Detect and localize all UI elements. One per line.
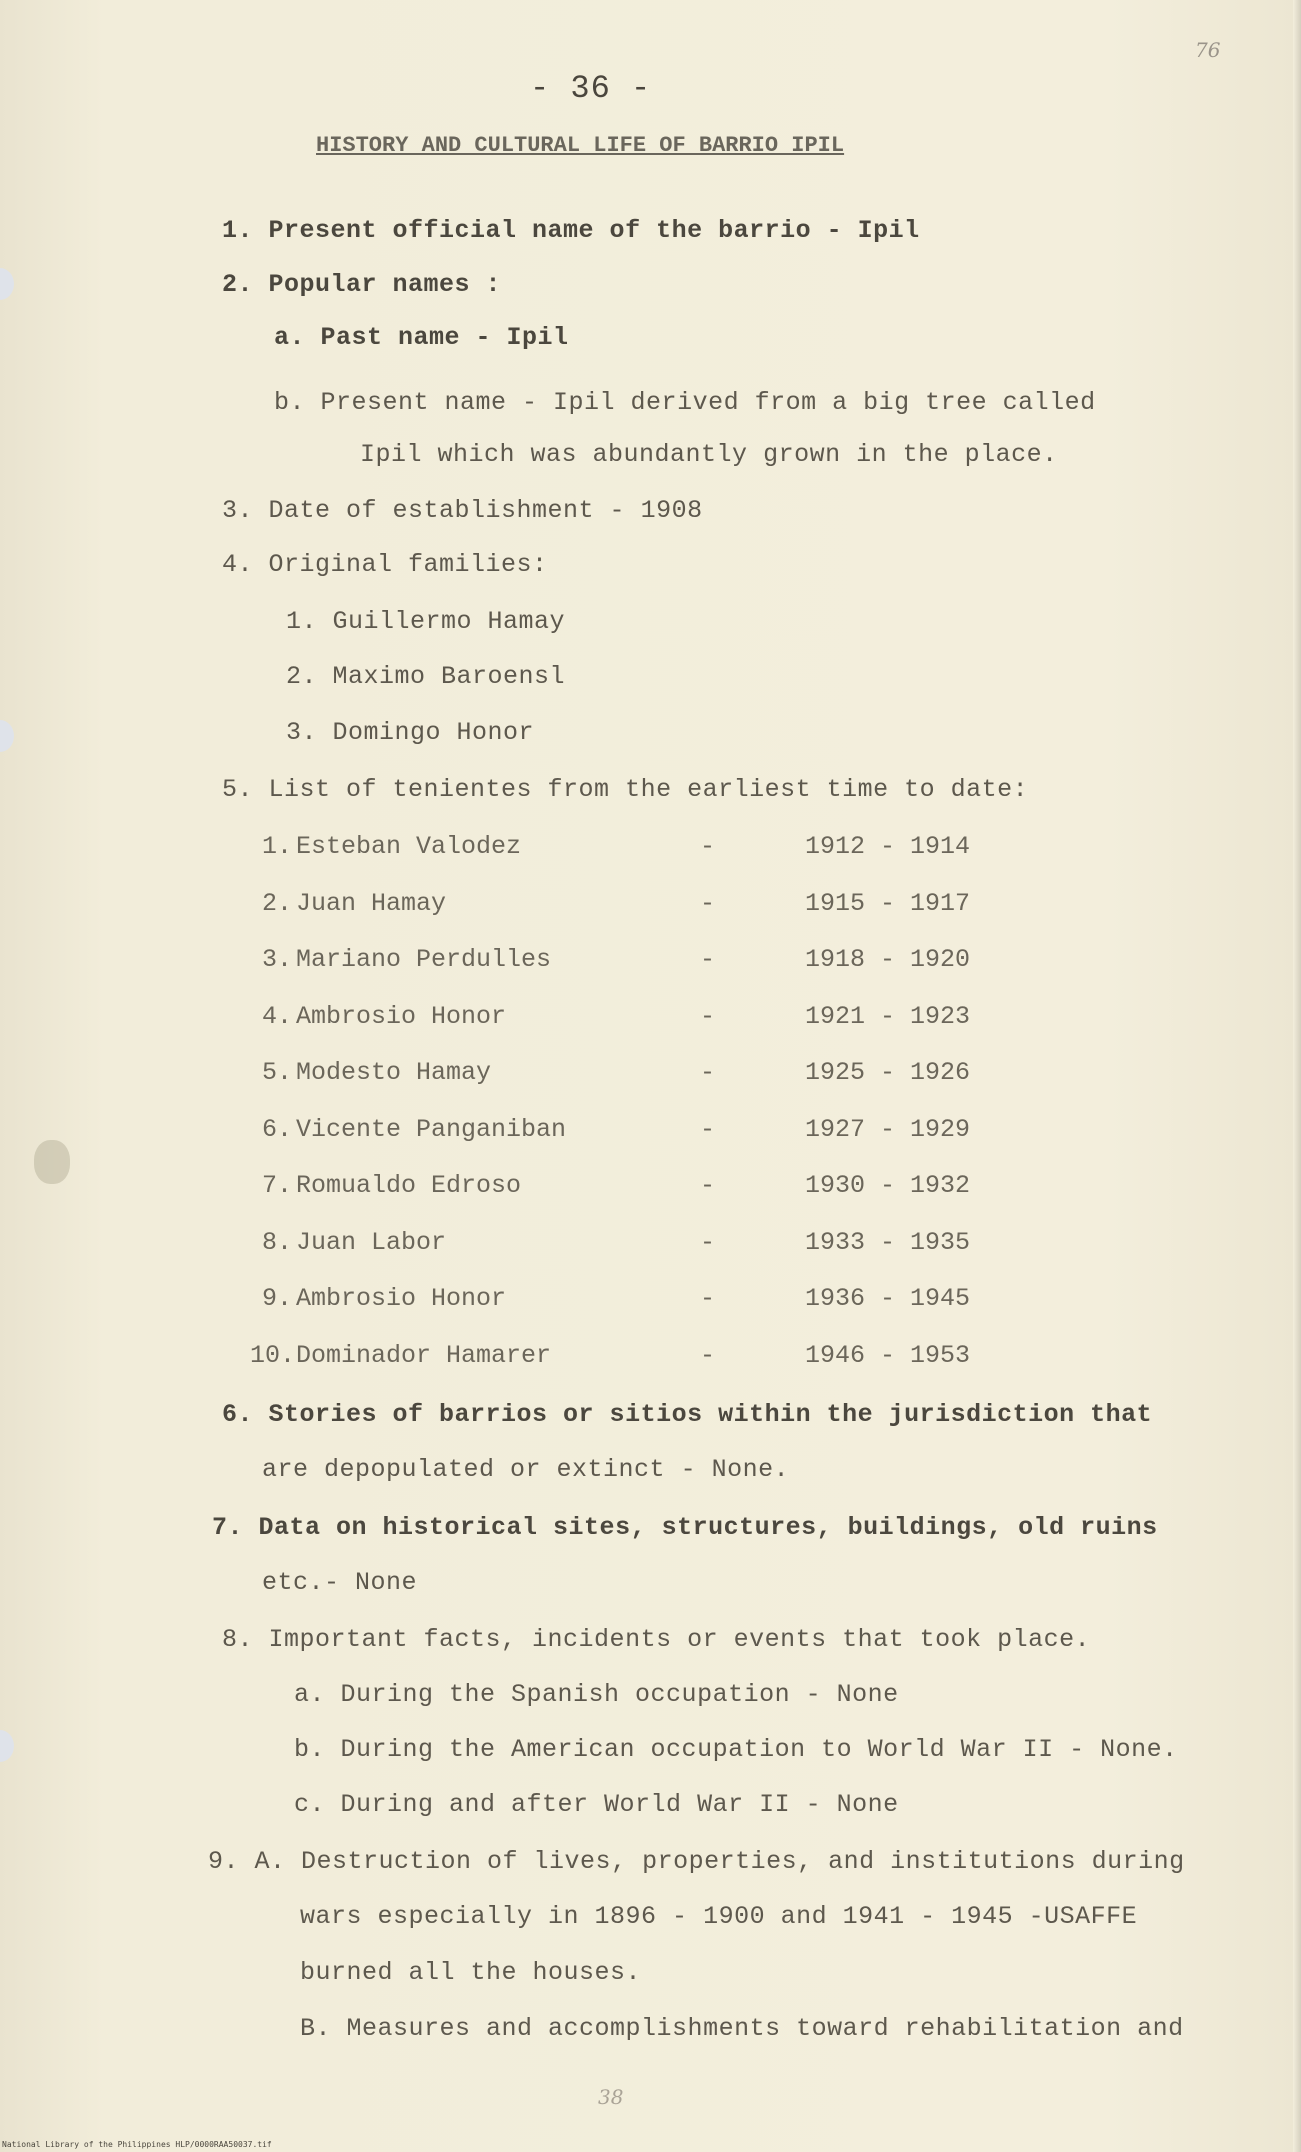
teniente-years: 1918 - 1920 bbox=[805, 945, 971, 974]
teniente-years: 1912 - 1914 bbox=[805, 832, 971, 861]
teniente-number: 5. bbox=[262, 1058, 293, 1087]
teniente-row bbox=[0, 1115, 1301, 1155]
separator: - bbox=[700, 832, 716, 861]
teniente-number: 6. bbox=[262, 1115, 293, 1144]
item-2b-cont: Ipil which was abundantly grown in the place. bbox=[360, 440, 1058, 469]
family-3: 3. Domingo Honor bbox=[286, 718, 535, 747]
teniente-years: 1936 - 1945 bbox=[805, 1284, 971, 1313]
teniente-name: Modesto Hamay bbox=[296, 1058, 492, 1087]
item-4: 4. Original families: bbox=[222, 550, 548, 579]
teniente-name: Vicente Panganiban bbox=[296, 1115, 567, 1144]
punch-hole bbox=[0, 720, 14, 752]
teniente-years: 1915 - 1917 bbox=[805, 889, 971, 918]
teniente-number: 10. bbox=[250, 1341, 296, 1370]
teniente-number: 3. bbox=[262, 945, 293, 974]
punch-hole bbox=[0, 1730, 14, 1762]
teniente-years: 1933 - 1935 bbox=[805, 1228, 971, 1257]
teniente-row bbox=[0, 1228, 1301, 1268]
item-6: 6. Stories of barrios or sitios within the jurisdiction that bbox=[222, 1400, 1153, 1429]
teniente-years: 1925 - 1926 bbox=[805, 1058, 971, 1087]
separator: - bbox=[700, 1115, 716, 1144]
item-9a-cont: burned all the houses. bbox=[300, 1958, 642, 1987]
teniente-name: Mariano Perdulles bbox=[296, 945, 552, 974]
teniente-number: 8. bbox=[262, 1228, 293, 1257]
teniente-row bbox=[0, 1284, 1301, 1324]
teniente-number: 7. bbox=[262, 1171, 293, 1200]
handwritten-number: 38 bbox=[598, 2085, 624, 2109]
teniente-row bbox=[0, 889, 1301, 929]
document-title: HISTORY AND CULTURAL LIFE OF BARRIO IPIL bbox=[316, 133, 845, 158]
teniente-number: 9. bbox=[262, 1284, 293, 1313]
separator: - bbox=[700, 889, 716, 918]
item-8b: b. During the American occupation to World War II - None. bbox=[294, 1735, 1178, 1764]
item-5: 5. List of tenientes from the earliest time to date: bbox=[222, 775, 1029, 804]
teniente-years: 1930 - 1932 bbox=[805, 1171, 971, 1200]
teniente-name: Esteban Valodez bbox=[296, 832, 522, 861]
teniente-name: Romualdo Edroso bbox=[296, 1171, 522, 1200]
teniente-row bbox=[0, 1058, 1301, 1098]
handwritten-page-number: 76 bbox=[1195, 38, 1221, 62]
teniente-years: 1946 - 1953 bbox=[805, 1341, 971, 1370]
item-7-cont: etc.- None bbox=[262, 1568, 418, 1597]
separator: - bbox=[700, 1341, 716, 1370]
separator: - bbox=[700, 1171, 716, 1200]
teniente-number: 4. bbox=[262, 1002, 293, 1031]
separator: - bbox=[700, 1228, 716, 1257]
page-number: - 36 - bbox=[530, 70, 652, 107]
teniente-years: 1921 - 1923 bbox=[805, 1002, 971, 1031]
scan-footer: National Library of the Philippines HLP/0000RAA50037.tif bbox=[2, 2140, 272, 2149]
family-2: 2. Maximo Baroensl bbox=[286, 662, 566, 691]
teniente-name: Ambrosio Honor bbox=[296, 1002, 507, 1031]
item-8c: c. During and after World War II - None bbox=[294, 1790, 899, 1819]
separator: - bbox=[700, 1058, 716, 1087]
teniente-number: 2. bbox=[262, 889, 293, 918]
item-2: 2. Popular names : bbox=[222, 270, 502, 299]
item-8: 8. Important facts, incidents or events that took place. bbox=[222, 1625, 1091, 1654]
item-9b: B. Measures and accomplishments toward rehabilitation and bbox=[300, 2014, 1184, 2043]
separator: - bbox=[700, 945, 716, 974]
teniente-name: Dominador Hamarer bbox=[296, 1341, 552, 1370]
teniente-row bbox=[0, 832, 1301, 872]
item-9a-cont: wars especially in 1896 - 1900 and 1941 - 1945 -USAFFE bbox=[300, 1902, 1138, 1931]
item-2a: a. Past name - Ipil bbox=[274, 323, 569, 352]
item-1: 1. Present official name of the barrio - Ipil bbox=[222, 216, 920, 245]
teniente-row bbox=[0, 1341, 1301, 1381]
teniente-name: Juan Labor bbox=[296, 1228, 447, 1257]
teniente-name: Juan Hamay bbox=[296, 889, 447, 918]
teniente-row bbox=[0, 945, 1301, 985]
item-2b: b. Present name - Ipil derived from a big tree called bbox=[274, 388, 1096, 417]
item-3: 3. Date of establishment - 1908 bbox=[222, 496, 703, 525]
teniente-row bbox=[0, 1171, 1301, 1211]
item-8a: a. During the Spanish occupation - None bbox=[294, 1680, 899, 1709]
separator: - bbox=[700, 1002, 716, 1031]
teniente-number: 1. bbox=[262, 832, 293, 861]
item-9a: 9. A. Destruction of lives, properties, and institutions during bbox=[208, 1847, 1185, 1876]
punch-hole bbox=[0, 268, 14, 300]
teniente-name: Ambrosio Honor bbox=[296, 1284, 507, 1313]
family-1: 1. Guillermo Hamay bbox=[286, 607, 566, 636]
teniente-years: 1927 - 1929 bbox=[805, 1115, 971, 1144]
separator: - bbox=[700, 1284, 716, 1313]
teniente-row bbox=[0, 1002, 1301, 1042]
item-6-cont: are depopulated or extinct - None. bbox=[262, 1455, 790, 1484]
item-7: 7. Data on historical sites, structures, buildings, old ruins bbox=[212, 1513, 1158, 1542]
